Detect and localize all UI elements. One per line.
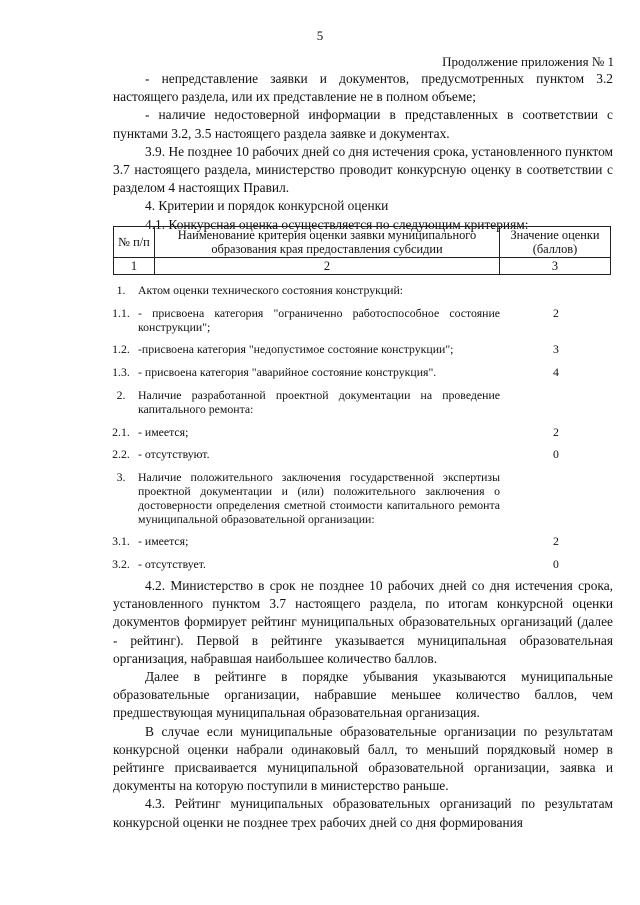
- paragraph: 4.2. Министерство в срок не позднее 10 рабочих дней со дня истечения срока, установленного пунктом 3.7 настоящего раздела, по итогам конкурсной оценки документов формирует рейтинг муниципальных образовательных организаций (далее - рейтинг). Первой в рейтинге указывается муниципальная образовательная организация, набравшая наибольшее количество баллов.: [113, 578, 613, 666]
- paragraph: 4.3. Рейтинг муниципальных образовательных организаций по результатам конкурсной оценки не позднее трех рабочих дней со дня формирования: [113, 796, 613, 830]
- criterion-number: 3.: [116, 470, 126, 485]
- criterion-number: 1.3.: [112, 365, 130, 380]
- header-criterion: Наименование критерия оценки заявки муниципального образования края предоставления субсидии: [155, 227, 500, 258]
- paragraph: - наличие недостоверной информации в представленных в соответствии с пунктами 3.2, 3.5 настоящего раздела заявке и документах.: [113, 107, 613, 141]
- criterion-number: 2.: [116, 387, 126, 402]
- column-number: 1: [114, 258, 155, 275]
- criterion-number: 2.2.: [112, 447, 130, 462]
- criterion-text: -присвоена категория "недопустимое состояние конструкции";: [138, 342, 454, 357]
- criterion-text: - отсутствуют.: [138, 447, 210, 462]
- criterion-text: Наличие разработанной проектной документации на проведение капитального ремонта:: [138, 387, 500, 416]
- criterion-text: - присвоена категория "аварийное состояние конструкция".: [138, 365, 437, 380]
- header-num: № п/п: [114, 227, 155, 258]
- column-number-row: [114, 258, 611, 275]
- criterion-number: 1.: [116, 283, 126, 297]
- criterion-text: - присвоена категория "ограниченно работоспособное состояние конструкции";: [138, 305, 500, 334]
- header-value: Значение оценки (баллов): [500, 227, 611, 258]
- criterion-text: - имеется;: [138, 534, 189, 549]
- criterion-value: 3: [553, 342, 559, 357]
- table-row: [104, 535, 614, 549]
- table-row: [104, 448, 614, 462]
- criterion-value: 0: [553, 557, 559, 572]
- column-number: 2: [155, 258, 500, 275]
- paragraph: 3.9. Не позднее 10 рабочих дней со дня истечения срока, установленного пунктом 3.7 настоящего раздела, министерство проводит конкурсную оценку в соответствии с разделом 4 настоящих Правил.: [113, 143, 613, 196]
- criterion-value: [500, 471, 612, 526]
- criterion-number: 3.1.: [112, 534, 130, 549]
- criterion-value: 2: [553, 305, 559, 320]
- table-row: [104, 366, 614, 380]
- page-number: 5: [316, 28, 324, 43]
- paragraph: - непредставление заявки и документов, предусмотренных пунктом 3.2 настоящего раздела, или их представление не в полном объеме;: [113, 71, 613, 105]
- criterion-number: 3.2.: [112, 557, 130, 572]
- table-row: [104, 426, 614, 440]
- criterion-text: - имеется;: [138, 424, 189, 439]
- table-header-row: [114, 227, 611, 258]
- table-row: [104, 558, 614, 572]
- criterion-number: 1.1.: [112, 305, 130, 320]
- criterion-value: 0: [553, 447, 559, 462]
- paragraph: В случае если муниципальные образовательные организации по результатам конкурсной оценки набрали одинаковый балл, то меньший порядковый номер в рейтинге присваивается муниципальной образовательной организации, заявка и документы на которую поступили в министерство раньше.: [113, 723, 613, 794]
- table-row: [104, 307, 614, 335]
- table-row: [104, 471, 614, 526]
- criterion-value: 4: [553, 365, 559, 380]
- criterion-number: 2.1.: [112, 424, 130, 439]
- criterion-number: 1.2.: [112, 342, 130, 357]
- criterion-text: Наличие положительного заключения государственной экспертизы проектной документации и (или) положительного заключения о достоверности определения сметной стоимости капитального ремонта муниципальной образовательной организации:: [138, 470, 500, 526]
- table-row: [104, 343, 614, 357]
- text-block-bottom: [113, 577, 613, 832]
- criterion-value: 2: [553, 424, 559, 439]
- criteria-table-header: [113, 226, 611, 275]
- criterion-value: [500, 284, 612, 298]
- criterion-text: Актом оценки технического состояния конструкций:: [138, 283, 404, 297]
- table-row: [104, 284, 614, 298]
- criterion-value: 2: [553, 534, 559, 549]
- section-heading: 4. Критерии и порядок конкурсной оценки: [145, 198, 389, 214]
- criteria-list: [104, 284, 614, 581]
- criterion-value: [500, 389, 612, 417]
- table-row: [104, 389, 614, 417]
- text-block-top: [113, 70, 613, 234]
- appendix-note: Продолжение приложения № 1: [442, 54, 614, 69]
- criterion-text: - отсутствует.: [138, 557, 206, 572]
- paragraph: 4.1. Конкурсная оценка осуществляется по следующим критериям:: [145, 216, 529, 232]
- column-number: 3: [500, 258, 611, 275]
- paragraph: Далее в рейтинге в порядке убывания указываются муниципальные образовательные организации, набравшие меньшее количество баллов, чем предшествующая муниципальная образовательная организация.: [113, 669, 613, 721]
